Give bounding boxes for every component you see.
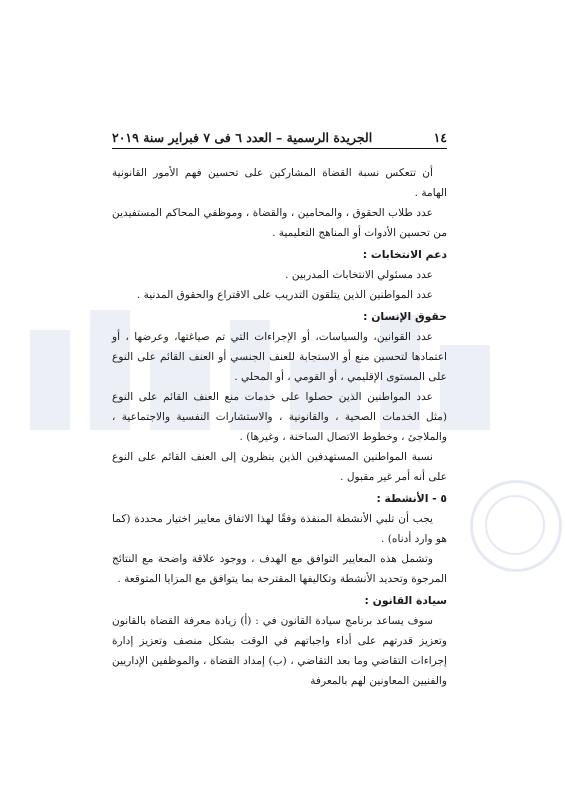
paragraph: عدد القوانين، والسياسات، أو الإجراءات التي تم صياغتها، وعرضها ، أو اعتمادها لتحسين منع أو الاستجابة للعنف الجنسي أو العنف القائم على النوع على المستوى الإقليمي ، أو القومي ، أو المحلي . [112, 331, 447, 383]
seal-watermark [470, 480, 562, 572]
paragraph: عدد المواطنين الذين يتلقون التدريب على الاقتراع والحقوق المدنية . [136, 289, 433, 301]
paragraph: أن تتعكس نسبة القضاة المشاركين على تحسين فهم الأمور القانونية الهامة . [112, 167, 447, 199]
section-heading: دعم الانتخابات : [362, 248, 447, 261]
section-heading: حقوق الإنسان : [363, 310, 447, 323]
page-header [112, 130, 447, 149]
paragraph: عدد مسئولي الانتخابات المدربين . [285, 269, 433, 281]
paragraph: يجب أن تلبي الأنشطة المنفذة وفقًا لهذا الاتفاق معايير اختيار محددة (كما هو وارد أدناه) . [112, 513, 447, 545]
document-body [112, 163, 447, 691]
paragraph: وتشمل هذه المعايير التوافق مع الهدف ، ووجود علاقة واضحة مع النتائج المرجوة وتحديد الأنشطة وتكاليفها المقترحة بما يتوافق مع المزايا المتوقعة . [112, 553, 447, 585]
paragraph: عدد المواطنين الذين حصلوا على خدمات منع العنف القائم على النوع (مثل الخدمات الصحية ، والقانونية ، والاستشارات النفسية والاجتماعية ، والملاجئ ، وخطوط الاتصال الساخنة ، وغيرها) . [112, 391, 447, 443]
journal-title: الجريدة الرسمية – العدد ٦ فى ٧ فبراير سنة ٢٠١٩ [112, 130, 373, 145]
section-heading: ٥ - الأنشطة : [376, 492, 447, 505]
page-number: ١٤ [433, 130, 447, 145]
section-heading: سيادة القانون : [364, 594, 447, 607]
document-page [112, 130, 447, 691]
paragraph: نسبة المواطنين المستهدفين الذين ينظرون إلى العنف القائم على النوع على أنه أمر غير مقبول . [112, 451, 447, 483]
paragraph: عدد طلاب الحقوق ، والمحامين ، والقضاة ، وموظفي المحاكم المستفيدين من تحسين الأدوات أو المناهج التعليمية . [112, 207, 447, 239]
paragraph: سوف يساعد برنامج سيادة القانون في : (أ) زيادة معرفة القضاة بالقانون وتعزيز قدرتهم على أداء واجباتهم في الوقت بشكل منصف وتعزيز إدارة إجراءات التقاضي وما بعد التقاضي ، (ب) إمداد القضاة ، والموظفين الإداريين والفنيين المعاونين لهم بالمعرفة [112, 615, 447, 687]
